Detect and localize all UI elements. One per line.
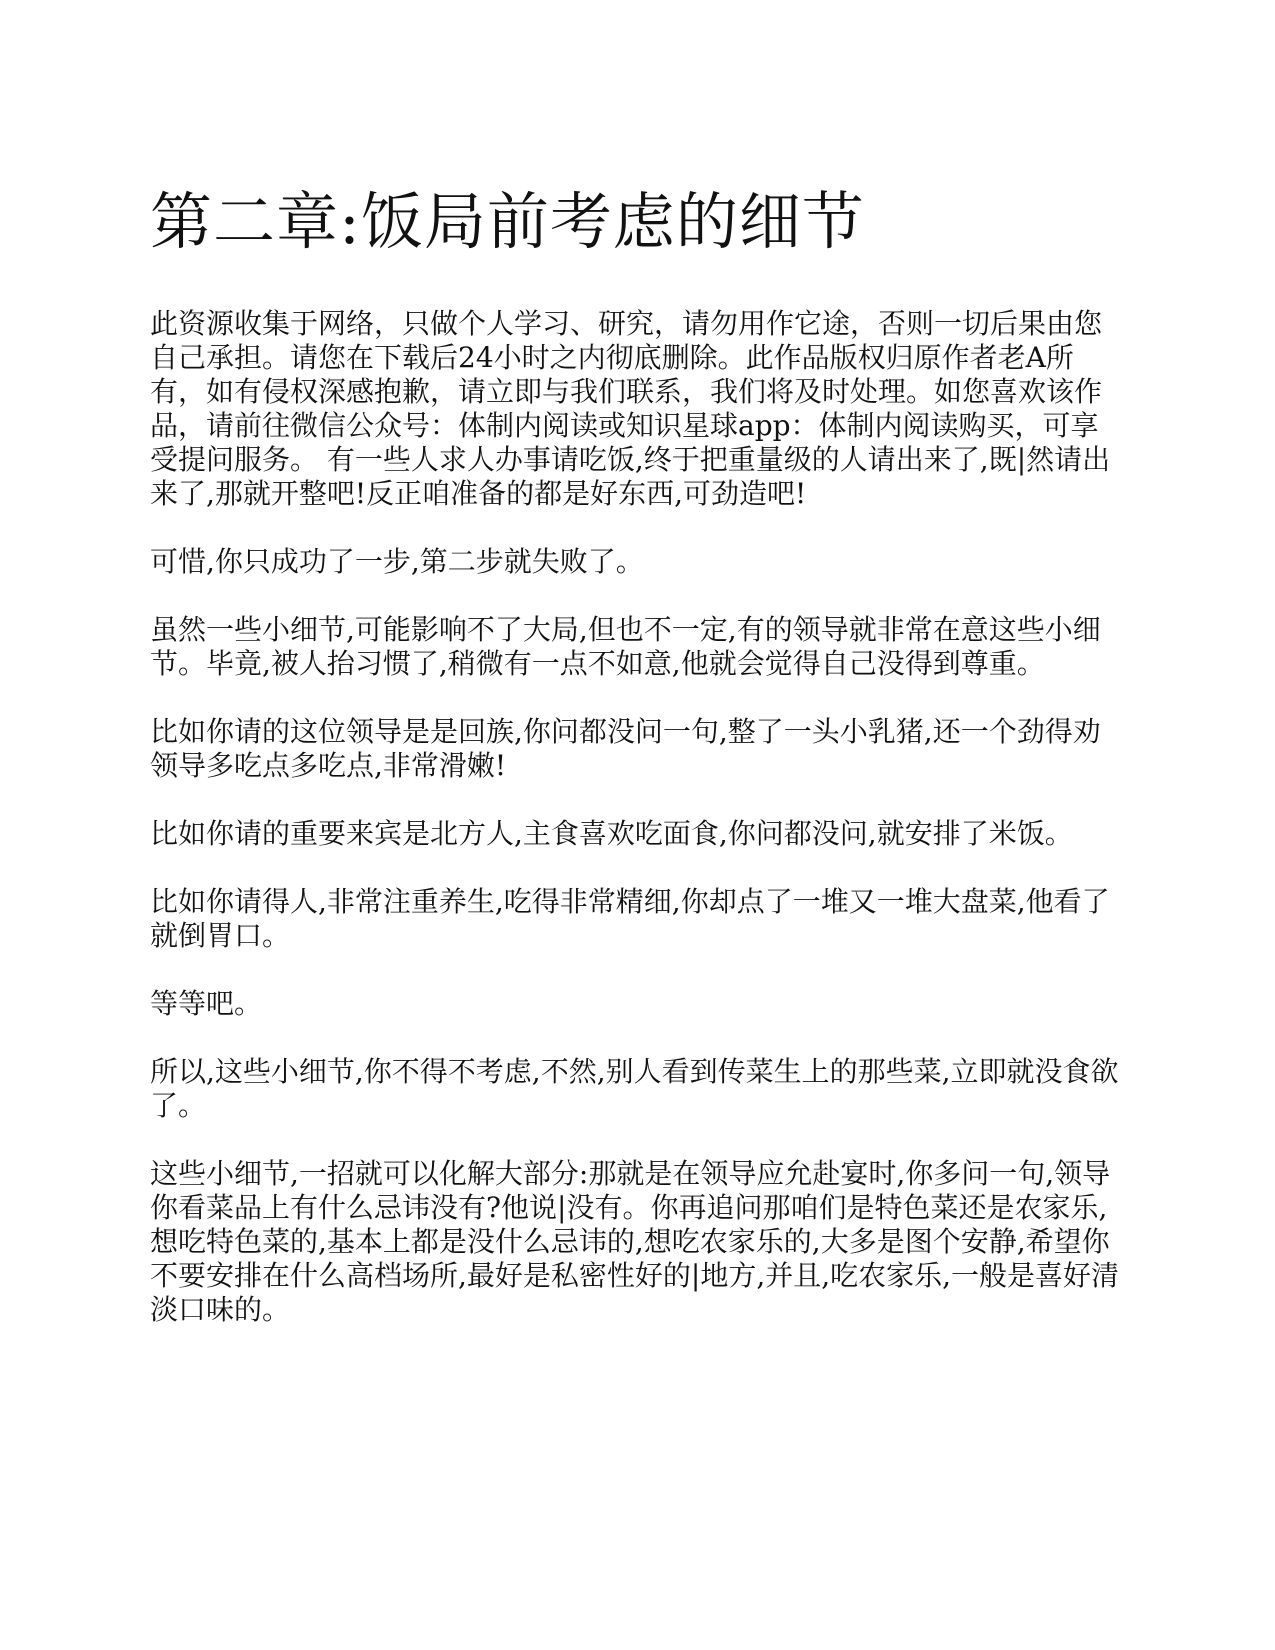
paragraph: 比如你请的这位领导是是回族,你问都没问一句,整了一头小乳猪,还一个劲得劝领导多吃点多吃点,非常滑嫩!: [150, 715, 1101, 783]
paragraph-disclaimer: 此资源收集于网络，只做个人学习、研究，请勿用作它途，否则一切后果由您自己承担。请您在下载后24小时之内彻底删除。此作品版权归原作者老A所有，如有侵权深感抱歉，请立即与我们联系，我们将及时处理。如您喜欢该作品，请前往微信公众号：体制内阅读或知识星球app：体制内阅读购买，可享受提问服务。 有一些人求人办事请吃饭,终于把重量级的人请出来了,既|然请出来了,那就开整吧!反正咱准备的都是好东西,可劲造吧!: [150, 307, 1111, 511]
paragraph: 等等吧。: [150, 987, 263, 1021]
document-page: [150, 185, 1125, 1361]
chapter-title: 第二章:饭局前考虑的细节: [150, 185, 865, 258]
paragraph: 可惜,你只成功了一步,第二步就失败了。: [150, 545, 644, 579]
paragraph: 所以,这些小细节,你不得不考虑,不然,别人看到传菜生上的那些菜,立即就没食欲了。: [150, 1055, 1119, 1123]
paragraph: 虽然一些小细节,可能影响不了大局,但也不一定,有的领导就非常在意这些小细节。毕竟,被人抬习惯了,稍微有一点不如意,他就会觉得自己没得到尊重。: [150, 613, 1101, 681]
paragraph: 比如你请得人,非常注重养生,吃得非常精细,你却点了一堆又一堆大盘菜,他看了就倒胃口。: [150, 885, 1110, 953]
paragraph: 比如你请的重要来宾是北方人,主食喜欢吃面食,你问都没问,就安排了米饭。: [150, 817, 1073, 851]
paragraph: 这些小细节,一招就可以化解大部分:那就是在领导应允赴宴时,你多问一句,领导你看菜品上有什么忌讳没有?他说|没有。你再追问那咱们是特色菜还是农家乐,想吃特色菜的,基本上都是没什么忌讳的,想吃农家乐的,大多是图个安静,希望你不要安排在什么高档场所,最好是私密性好的|地方,并且,吃农家乐,一般是喜好清淡口味的。: [150, 1157, 1120, 1327]
